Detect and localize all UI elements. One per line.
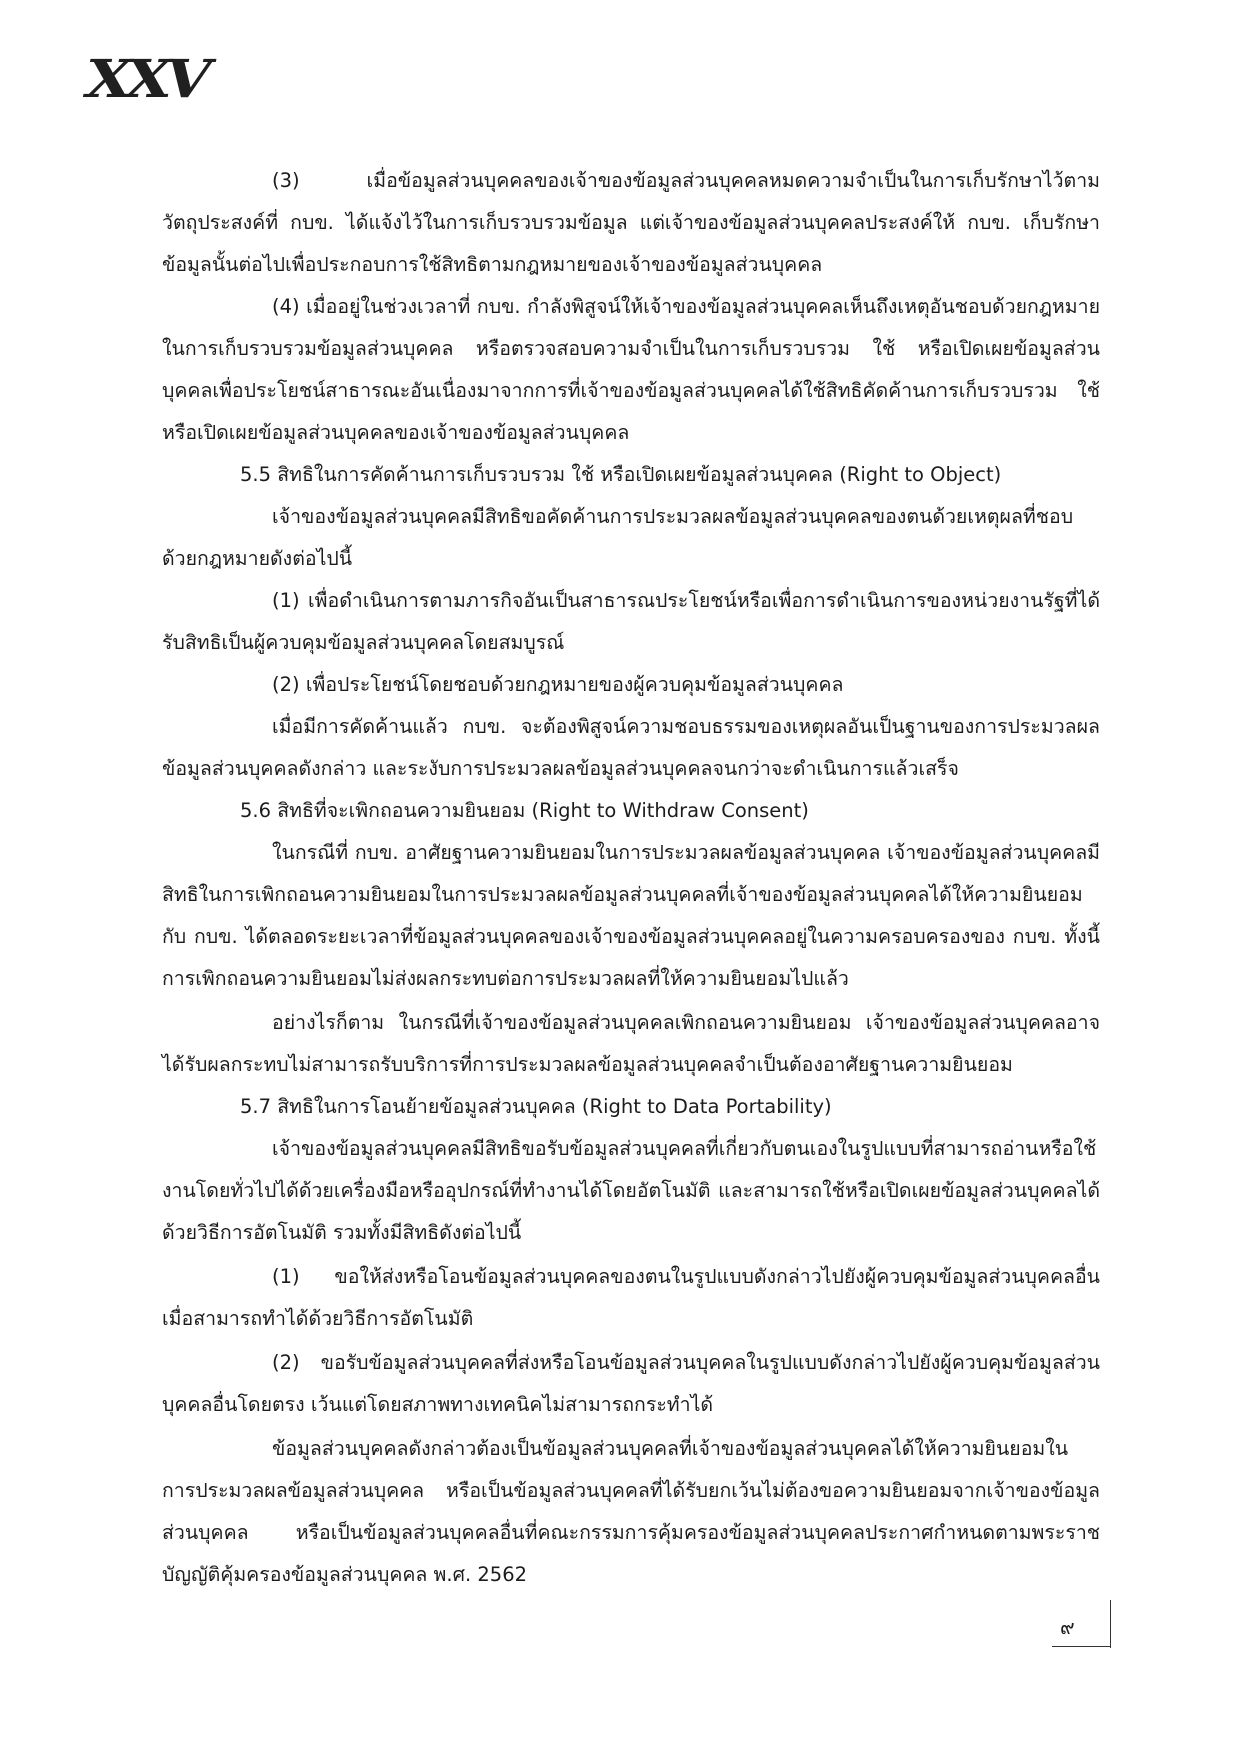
page-number: ๙: [1060, 1615, 1075, 1639]
paragraph-object-item-1: (1) เพื่อดำเนินการตามภารกิจอันเป็นสาธารณประโยชน์หรือเพื่อการดำเนินการของหน่วยงานรัฐที่ได้รับสิทธิเป็นผู้ควบคุมข้อมูลส่วนบุคคลโดยสมบูรณ์: [162, 589, 1100, 654]
page-corner-mark-horizontal: [1052, 1646, 1110, 1647]
paragraph-portability-item-2: (2) ขอรับข้อมูลส่วนบุคคลที่ส่งหรือโอนข้อมูลส่วนบุคคลในรูปแบบดังกล่าวไปยังผู้ควบคุมข้อมูลส่วนบุคคลอื่นโดยตรง เว้นแต่โดยสภาพทางเทคนิคไม่สามารถกระทำได้: [162, 1351, 1100, 1416]
organization-logo: [86, 49, 236, 110]
paragraph-portability-conditions: ข้อมูลส่วนบุคคลดังกล่าวต้องเป็นข้อมูลส่วนบุคคลที่เจ้าของข้อมูลส่วนบุคคลได้ให้ความยินยอมในการประมวลผลข้อมูลส่วนบุคคล หรือเป็นข้อมูลส่วนบุคคลที่ได้รับยกเว้นไม่ต้องขอความยินยอมจากเจ้าของข้อมูลส่วนบุคคล หรือเป็นข้อมูลส่วนบุคคลอื่นที่คณะกรรมการคุ้มครองข้อมูลส่วนบุคคลประกาศกำหนดตามพระราชบัญญัติคุ้มครองข้อมูลส่วนบุคคล พ.ศ. 2562: [162, 1437, 1100, 1586]
paragraph-withdraw-consent: ในกรณีที่ กบข. อาศัยฐานความยินยอมในการประมวลผลข้อมูลส่วนบุคคล เจ้าของข้อมูลส่วนบุคคลมีสิทธิในการเพิกถอนความยินยอมในการประมวลผลข้อมูลส่วนบุคคลที่เจ้าของข้อมูลส่วนบุคคลได้ให้ความยินยอมกับ กบข. ได้ตลอดระยะเวลาที่ข้อมูลส่วนบุคคลของเจ้าของข้อมูลส่วนบุคคลอยู่ในความครอบครองของ กบข. ทั้งนี้ การเพิกถอนความยินยอมไม่ส่งผลกระทบต่อการประมวลผลที่ให้ความยินยอมไปแล้ว: [162, 841, 1100, 990]
paragraph-3: (3) เมื่อข้อมูลส่วนบุคคลของเจ้าของข้อมูลส่วนบุคคลหมดความจำเป็นในการเก็บรักษาไว้ตามวัตถุประสงค์ที่ กบข. ได้แจ้งไว้ในการเก็บรวบรวมข้อมูล แต่เจ้าของข้อมูลส่วนบุคคลประสงค์ให้ กบข. เก็บรักษาข้อมูลนั้นต่อไปเพื่อประกอบการใช้สิทธิตามกฎหมายของเจ้าของข้อมูลส่วนบุคคล: [162, 169, 1100, 276]
paragraph-object-item-2: (2) เพื่อประโยชน์โดยชอบด้วยกฎหมายของผู้ควบคุมข้อมูลส่วนบุคคล: [272, 673, 844, 696]
page-corner-mark-vertical: [1110, 1600, 1111, 1648]
document-body: [162, 160, 1100, 1596]
paragraph-right-to-object-intro: เจ้าของข้อมูลส่วนบุคคลมีสิทธิขอคัดค้านการประมวลผลข้อมูลส่วนบุคคลของตนด้วยเหตุผลที่ชอบด้วยกฎหมายดังต่อไปนี้: [162, 505, 1074, 570]
section-heading-5-6: 5.6 สิทธิที่จะเพิกถอนความยินยอม (Right to Withdraw Consent): [240, 799, 809, 822]
logo-text: XXV: [86, 49, 205, 110]
paragraph-4: (4) เมื่ออยู่ในช่วงเวลาที่ กบข. กำลังพิสูจน์ให้เจ้าของข้อมูลส่วนบุคคลเห็นถึงเหตุอันชอบด้วยกฎหมายในการเก็บรวบรวมข้อมูลส่วนบุคคล หรือตรวจสอบความจำเป็นในการเก็บรวบรวม ใช้ หรือเปิดเผยข้อมูลส่วนบุคคลเพื่อประโยชน์สาธารณะอันเนื่องมาจากการที่เจ้าของข้อมูลส่วนบุคคลได้ใช้สิทธิคัดค้านการเก็บรวบรวม ใช้ หรือเปิดเผยข้อมูลส่วนบุคคลของเจ้าของข้อมูลส่วนบุคคล: [162, 295, 1100, 444]
section-heading-5-7: 5.7 สิทธิในการโอนย้ายข้อมูลส่วนบุคคล (Right to Data Portability): [240, 1095, 832, 1118]
section-heading-5-5: 5.5 สิทธิในการคัดค้านการเก็บรวบรวม ใช้ หรือเปิดเผยข้อมูลส่วนบุคคล (Right to Object): [240, 463, 1002, 486]
paragraph-withdraw-consent-effect: อย่างไรก็ตาม ในกรณีที่เจ้าของข้อมูลส่วนบุคคลเพิกถอนความยินยอม เจ้าของข้อมูลส่วนบุคคลอาจได้รับผลกระทบไม่สามารถรับบริการที่การประมวลผลข้อมูลส่วนบุคคลจำเป็นต้องอาศัยฐานความยินยอม: [162, 1011, 1100, 1076]
paragraph-object-after: เมื่อมีการคัดค้านแล้ว กบข. จะต้องพิสูจน์ความชอบธรรมของเหตุผลอันเป็นฐานของการประมวลผลข้อมูลส่วนบุคคลดังกล่าว และระงับการประมวลผลข้อมูลส่วนบุคคลจนกว่าจะดำเนินการแล้วเสร็จ: [162, 715, 1100, 780]
paragraph-portability-intro: เจ้าของข้อมูลส่วนบุคคลมีสิทธิขอรับข้อมูลส่วนบุคคลที่เกี่ยวกับตนเองในรูปแบบที่สามารถอ่านหรือใช้งานโดยทั่วไปได้ด้วยเครื่องมือหรืออุปกรณ์ที่ทำงานได้โดยอัตโนมัติ และสามารถใช้หรือเปิดเผยข้อมูลส่วนบุคคลได้ด้วยวิธีการอัตโนมัติ รวมทั้งมีสิทธิดังต่อไปนี้: [162, 1137, 1100, 1244]
paragraph-portability-item-1: (1) ขอให้ส่งหรือโอนข้อมูลส่วนบุคคลของตนในรูปแบบดังกล่าวไปยังผู้ควบคุมข้อมูลส่วนบุคคลอื่นเมื่อสามารถทำได้ด้วยวิธีการอัตโนมัติ: [162, 1265, 1100, 1330]
